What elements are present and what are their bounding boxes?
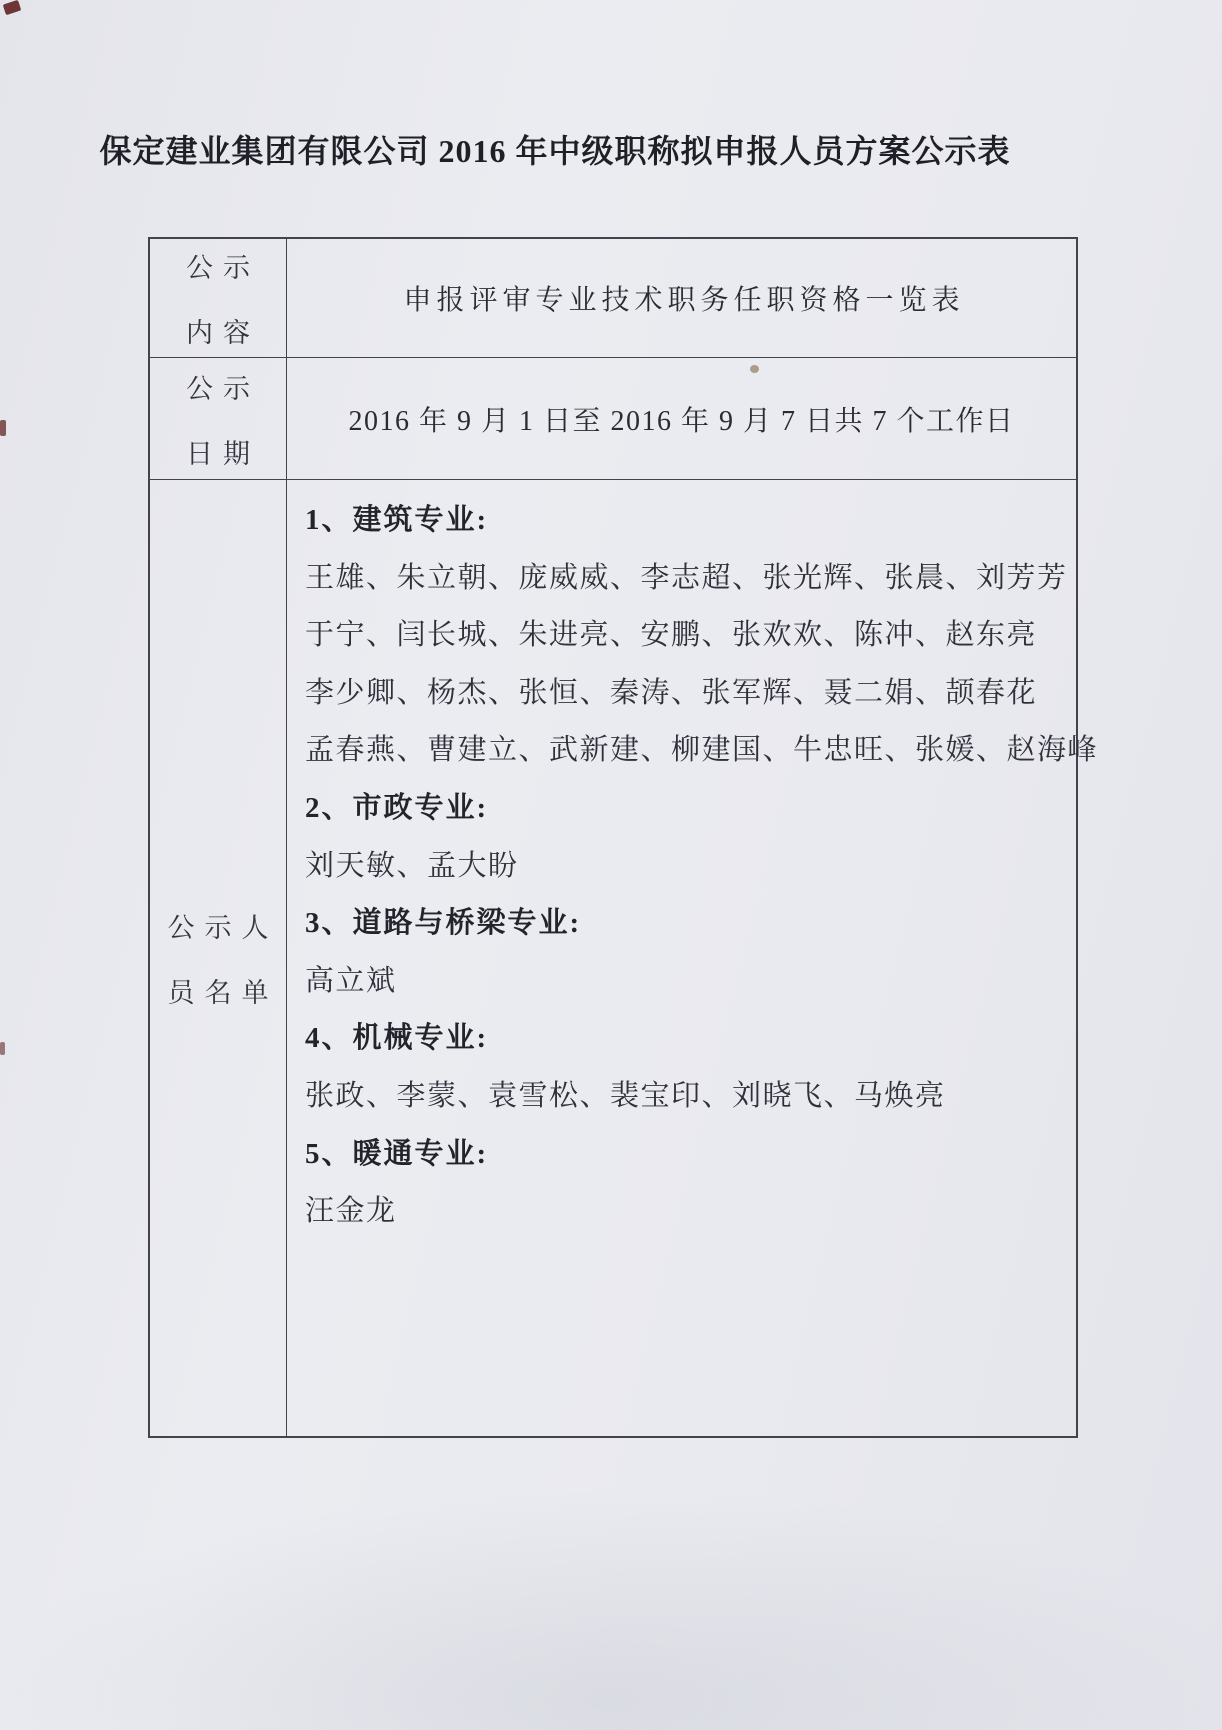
content-cell-public-content — [287, 239, 1076, 357]
label-line: 公示 — [186, 253, 260, 283]
name-line: 李少卿、杨杰、张恒、秦涛、张军辉、聂二娟、颉春花 — [305, 676, 1038, 709]
name-line: 孟春燕、曹建立、武新建、柳建国、牛忠旺、张媛、赵海峰 — [305, 734, 1099, 767]
name-line: 刘天敏、孟大盼 — [305, 849, 519, 882]
scan-artifact — [750, 365, 759, 373]
label-line: 公示人 — [167, 913, 279, 943]
table-row-date — [150, 357, 1076, 479]
content-text: 申报评审专业技术职务任职资格一览表 — [403, 285, 965, 316]
content-cell-name-list — [287, 480, 1112, 1436]
page-title: 保定建业集团有限公司 2016 年中级职称拟申报人员方案公示表 — [99, 133, 1011, 169]
scan-artifact — [0, 420, 6, 436]
row-label-public-date — [150, 358, 287, 479]
label-line: 员名单 — [167, 978, 279, 1008]
name-line: 张政、李蒙、袁雪松、裴宝印、刘晓飞、马焕亮 — [305, 1079, 946, 1112]
name-line: 汪金龙 — [305, 1195, 397, 1228]
content-text: 2016 年 9 月 1 日至 2016 年 9 月 7 日共 7 个工作日 — [348, 405, 1015, 437]
section-heading-architecture: 1、建筑专业: — [305, 504, 489, 536]
row-label-name-list — [150, 480, 287, 1436]
content-cell-public-date — [287, 358, 1076, 479]
name-line: 高立斌 — [305, 964, 397, 997]
label-line: 公示 — [186, 373, 260, 404]
section-heading-road-bridge: 3、道路与桥梁专业: — [305, 907, 582, 940]
scan-artifact — [0, 1042, 5, 1055]
announcement-table — [148, 237, 1099, 1438]
row-label-public-content — [150, 239, 287, 357]
name-line: 王雄、朱立朝、庞威威、李志超、张光辉、张晨、刘芳芳 — [305, 561, 1068, 594]
table-row-name-list — [150, 479, 1099, 1436]
section-heading-machinery: 4、机械专业: — [305, 1022, 489, 1055]
section-heading-hvac: 5、暖通专业: — [305, 1137, 489, 1170]
label-line: 日期 — [186, 438, 260, 469]
section-heading-municipal: 2、市政专业: — [305, 791, 489, 824]
scan-artifact — [3, 0, 22, 15]
table-row-content — [150, 239, 1076, 357]
label-line: 内容 — [186, 318, 260, 348]
name-line: 于宁、闫长城、朱进亮、安鹏、张欢欢、陈冲、赵东亮 — [305, 619, 1038, 652]
